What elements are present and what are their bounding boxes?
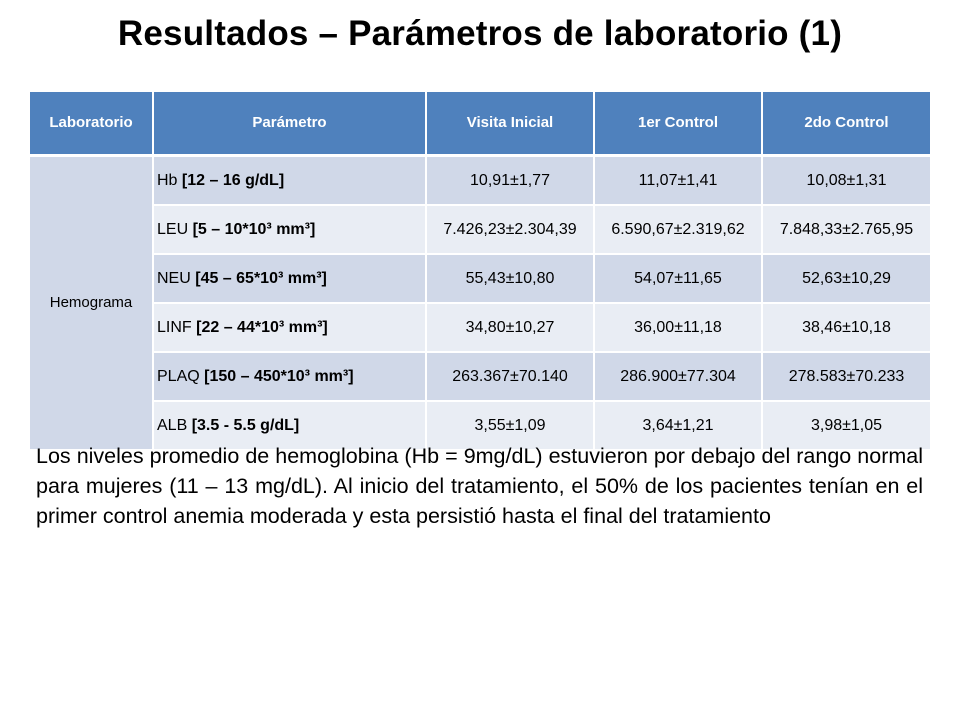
group-hemograma: Hemograma <box>30 156 153 451</box>
slide-title: Resultados – Parámetros de laboratorio (1) <box>117 14 843 53</box>
param-name: ALB <box>157 416 192 434</box>
summary-paragraph: Los niveles promedio de hemoglobina (Hb = 9mg/dL) estuvieron por debajo del rango normal para mujeres (11 – 13 mg/dL). Al inicio del tratamiento, el 50% de los pacientes tenían en el primer control anemia moderada y esta persistió hasta el final del tratamiento <box>36 444 923 528</box>
value-visita-inicial: 34,80±10,27 <box>426 303 594 352</box>
table-row <box>30 352 930 401</box>
value-1er-control: 286.900±77.304 <box>594 352 762 401</box>
param-cell <box>153 254 426 303</box>
param-range: [22 – 44*10³ mm³] <box>196 318 328 336</box>
lab-results-table <box>30 92 930 451</box>
param-cell <box>153 156 426 206</box>
value-2do-control: 3,98±1,05 <box>762 401 930 450</box>
param-name: NEU <box>157 269 196 287</box>
value-2do-control: 10,08±1,31 <box>762 156 930 206</box>
value-1er-control: 11,07±1,41 <box>594 156 762 206</box>
header-visita-inicial: Visita Inicial <box>426 92 594 156</box>
table-row <box>30 156 930 206</box>
table-row <box>30 205 930 254</box>
table-header-row <box>30 92 930 156</box>
value-visita-inicial: 10,91±1,77 <box>426 156 594 206</box>
value-visita-inicial: 263.367±70.140 <box>426 352 594 401</box>
value-2do-control: 38,46±10,18 <box>762 303 930 352</box>
header-1er-control: 1er Control <box>594 92 762 156</box>
param-cell <box>153 205 426 254</box>
value-1er-control: 54,07±11,65 <box>594 254 762 303</box>
param-range: [5 – 10*10³ mm³] <box>192 220 316 238</box>
param-name: LINF <box>157 318 197 336</box>
value-1er-control: 3,64±1,21 <box>594 401 762 450</box>
header-laboratorio: Laboratorio <box>30 92 153 156</box>
value-visita-inicial: 55,43±10,80 <box>426 254 594 303</box>
value-visita-inicial: 7.426,23±2.304,39 <box>426 205 594 254</box>
value-visita-inicial: 3,55±1,09 <box>426 401 594 450</box>
header-2do-control: 2do Control <box>762 92 930 156</box>
param-cell <box>153 303 426 352</box>
value-1er-control: 36,00±11,18 <box>594 303 762 352</box>
param-range: [45 – 65*10³ mm³] <box>195 269 327 287</box>
table-row <box>30 254 930 303</box>
param-name: PLAQ <box>157 367 205 385</box>
param-name: Hb <box>157 171 182 189</box>
param-range: [150 – 450*10³ mm³] <box>204 367 354 385</box>
param-name: LEU <box>157 220 193 238</box>
value-1er-control: 6.590,67±2.319,62 <box>594 205 762 254</box>
value-2do-control: 278.583±70.233 <box>762 352 930 401</box>
header-parametro: Parámetro <box>153 92 426 156</box>
param-cell <box>153 352 426 401</box>
value-2do-control: 52,63±10,29 <box>762 254 930 303</box>
param-range: [12 – 16 g/dL] <box>181 171 285 189</box>
param-range: [3.5 - 5.5 g/dL] <box>191 416 300 434</box>
value-2do-control: 7.848,33±2.765,95 <box>762 205 930 254</box>
table-row <box>30 303 930 352</box>
